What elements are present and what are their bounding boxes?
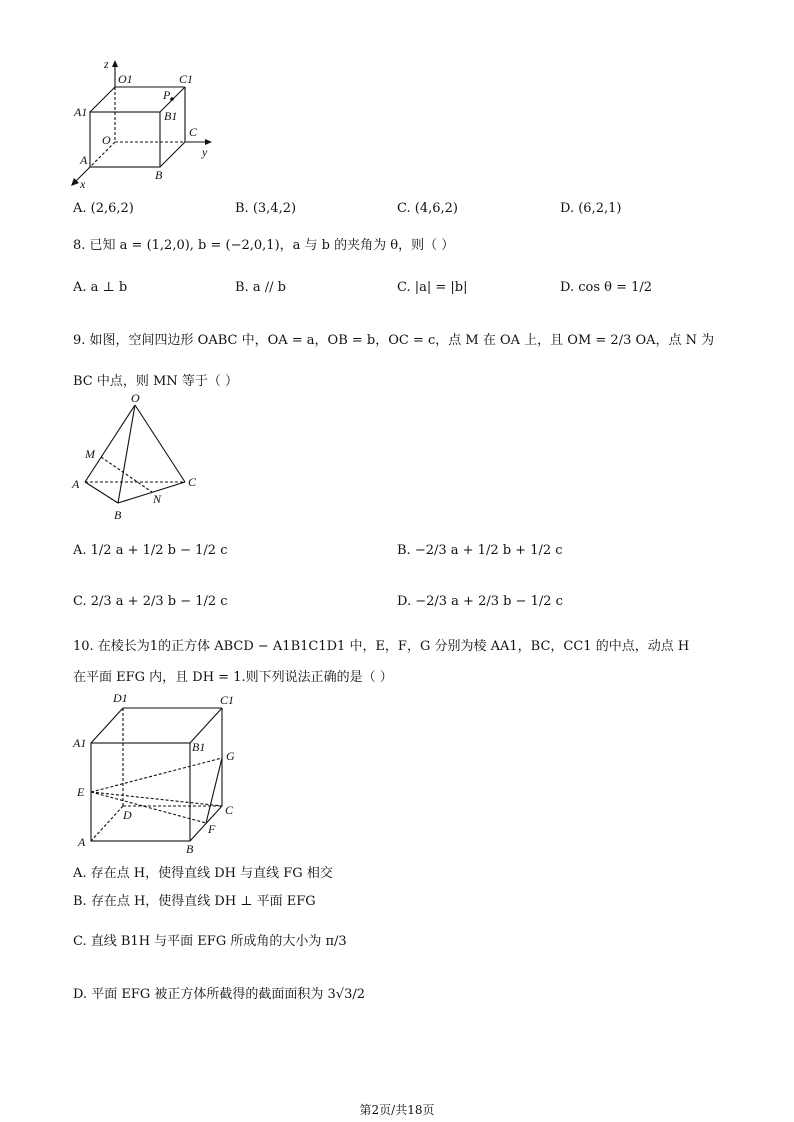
q9-label-c: C xyxy=(188,475,197,489)
q9-option-b: B. −2/3 a + 1/2 b + 1/2 c xyxy=(397,543,563,558)
q10-label-e: E xyxy=(77,785,85,799)
q10-label-c1: C1 xyxy=(220,693,235,707)
q8-option-a: A. a ⊥ b xyxy=(73,280,128,295)
q7-label-x: x xyxy=(80,177,86,191)
q10-stem-line1: 10. 在棱长为1的正方体 ABCD − A1B1C1D1 中，E，F，G 分别为棱 AA1，BC，CC1 的中点，动点 H xyxy=(73,639,690,654)
q9-option-a: A. 1/2 a + 1/2 b − 1/2 c xyxy=(73,543,228,558)
q7-option-c: C. (4,6,2) xyxy=(397,201,458,216)
q7-label-b: B xyxy=(155,168,163,182)
q10-cube-figure xyxy=(65,688,250,858)
q9-label-n: N xyxy=(153,492,162,506)
q9-label-b: B xyxy=(114,508,122,522)
q7-label-c1: C1 xyxy=(179,72,194,86)
q9-option-c: C. 2/3 a + 2/3 b − 1/2 c xyxy=(73,594,228,609)
q7-label-a: A xyxy=(80,153,88,167)
q9-option-d: D. −2/3 a + 2/3 b − 1/2 c xyxy=(397,594,563,609)
q8-option-d: D. cos θ = 1/2 xyxy=(560,280,653,295)
q8-stem: 8. 已知 a = (1,2,0), b = (−2,0,1)，a 与 b 的夹角为 θ，则（ ） xyxy=(73,238,455,253)
q10-option-c: C. 直线 B1H 与平面 EFG 所成角的大小为 π/3 xyxy=(73,934,347,949)
q7-option-a: A. (2,6,2) xyxy=(73,201,134,216)
q7-option-b: B. (3,4,2) xyxy=(235,201,297,216)
q7-label-a1: A1 xyxy=(74,105,88,119)
q10-option-d: D. 平面 EFG 被正方体所截得的截面面积为 3√3/2 xyxy=(73,987,365,1002)
q7-label-p: P xyxy=(163,88,171,102)
q7-label-z: z xyxy=(104,57,109,71)
q10-option-a: A. 存在点 H，使得直线 DH 与直线 FG 相交 xyxy=(73,866,333,881)
q7-label-c: C xyxy=(189,125,198,139)
q10-label-d1: D1 xyxy=(113,691,128,705)
q10-label-a1: A1 xyxy=(73,736,87,750)
q9-label-m: M xyxy=(85,447,95,461)
q10-label-c: C xyxy=(225,803,234,817)
q9-stem-line1: 9. 如图，空间四边形 OABC 中，OA = a，OB = b，OC = c，点 M 在 OA 上，且 OM = 2/3 OA，点 N 为 xyxy=(73,333,715,348)
q10-label-b1: B1 xyxy=(192,740,206,754)
q9-label-a: A xyxy=(72,477,80,491)
q9-label-o: O xyxy=(131,391,140,405)
q7-label-o1: O1 xyxy=(118,72,133,86)
q7-box-figure xyxy=(60,52,230,197)
q10-stem-line2: 在平面 EFG 内，且 DH = 1.则下列说法正确的是（ ） xyxy=(73,670,393,685)
q7-label-o: O xyxy=(102,133,111,147)
q10-label-f: F xyxy=(208,822,216,836)
q7-label-y: y xyxy=(202,145,208,159)
page-footer: 第2页/共18页 xyxy=(359,1103,435,1117)
q9-stem-line2: BC 中点，则 MN 等于（ ） xyxy=(73,374,238,389)
q10-label-d: D xyxy=(123,808,132,822)
q9-tetrahedron-figure xyxy=(65,390,210,525)
q10-label-a: A xyxy=(78,835,86,849)
q8-option-c: C. |a| = |b| xyxy=(397,280,468,295)
q8-option-b: B. a // b xyxy=(235,280,286,295)
q10-label-b: B xyxy=(186,842,194,856)
q10-label-g: G xyxy=(226,749,235,763)
q10-option-b: B. 存在点 H，使得直线 DH ⊥ 平面 EFG xyxy=(73,894,316,909)
q7-option-d: D. (6,2,1) xyxy=(560,201,622,216)
q7-label-b1: B1 xyxy=(164,109,178,123)
